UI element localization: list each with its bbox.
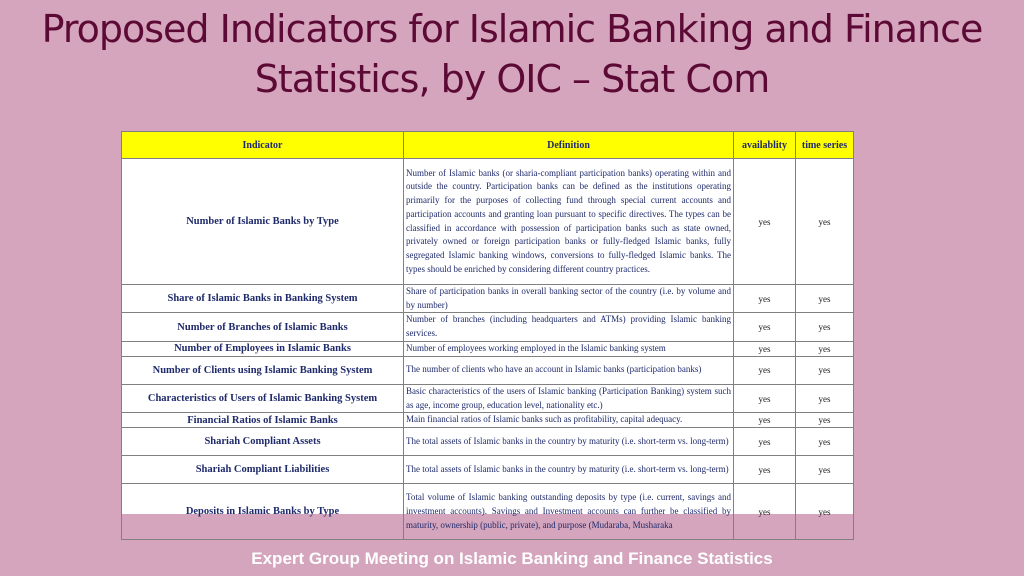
- row-indicator: Shariah Compliant Assets: [122, 428, 404, 456]
- row-indicator: Share of Islamic Banks in Banking System: [122, 285, 404, 313]
- header-indicator: Indicator: [122, 132, 404, 159]
- table-row: [122, 384, 854, 412]
- table-row: [122, 341, 854, 356]
- slide-title-line-1: Proposed Indicators for Islamic Banking and Finance: [41, 7, 983, 51]
- row-indicator: Characteristics of Users of Islamic Banking System: [122, 384, 404, 412]
- table-row: [122, 356, 854, 384]
- table-row: [122, 285, 854, 313]
- table-row: [122, 413, 854, 428]
- row-indicator: Number of Clients using Islamic Banking System: [122, 356, 404, 384]
- row-indicator: Financial Ratios of Islamic Banks: [122, 413, 404, 428]
- table-row: [122, 428, 854, 456]
- row-definition: Share of participation banks in overall banking sector of the country (i.e. by volume and by number): [404, 285, 734, 313]
- row-time-series: yes: [796, 356, 854, 384]
- row-availability: yes: [734, 384, 796, 412]
- row-indicator: Number of Branches of Islamic Banks: [122, 313, 404, 341]
- row-availability: yes: [734, 159, 796, 285]
- row-time-series: yes: [796, 313, 854, 341]
- row-availability: yes: [734, 285, 796, 313]
- indicators-table-image: [121, 131, 853, 530]
- row-time-series: yes: [796, 428, 854, 456]
- header-availability: availablity: [734, 132, 796, 159]
- row-definition: Total volume of Islamic banking outstanding deposits by type (i.e. current, savings and investment accounts). Savings and Investment accounts can further be classified by maturity, ownership (public, private), and purpose (Mudaraba, Musharaka: [404, 484, 734, 540]
- table-row: [122, 484, 854, 540]
- row-definition: Basic characteristics of the users of Islamic banking (Participation Banking) system such as age, income group, education level, nationality etc.): [404, 384, 734, 412]
- row-availability: yes: [734, 313, 796, 341]
- row-time-series: yes: [796, 384, 854, 412]
- row-time-series: yes: [796, 285, 854, 313]
- row-indicator: Number of Employees in Islamic Banks: [122, 341, 404, 356]
- row-availability: yes: [734, 356, 796, 384]
- table-row: [122, 313, 854, 341]
- row-indicator: Number of Islamic Banks by Type: [122, 159, 404, 285]
- row-indicator: Shariah Compliant Liabilities: [122, 456, 404, 484]
- row-availability: yes: [734, 413, 796, 428]
- row-definition: The total assets of Islamic banks in the country by maturity (i.e. short-term vs. long-term): [404, 428, 734, 456]
- row-availability: yes: [734, 428, 796, 456]
- row-time-series: yes: [796, 159, 854, 285]
- slide-title-line-2: Statistics, by OIC – Stat Com: [254, 57, 770, 101]
- row-time-series: yes: [796, 413, 854, 428]
- row-availability: yes: [734, 341, 796, 356]
- row-availability: yes: [734, 484, 796, 540]
- row-time-series: yes: [796, 484, 854, 540]
- row-definition: Main financial ratios of Islamic banks such as profitability, capital adequacy.: [404, 413, 734, 428]
- row-time-series: yes: [796, 341, 854, 356]
- table-row: [122, 159, 854, 285]
- indicators-table: [121, 131, 854, 540]
- row-time-series: yes: [796, 456, 854, 484]
- row-definition: Number of branches (including headquarters and ATMs) providing Islamic banking services.: [404, 313, 734, 341]
- header-definition: Definition: [404, 132, 734, 159]
- header-time-series: time series: [796, 132, 854, 159]
- row-definition: The total assets of Islamic banks in the country by maturity (i.e. short-term vs. long-term): [404, 456, 734, 484]
- row-availability: yes: [734, 456, 796, 484]
- slide-title: [0, 4, 1024, 104]
- table-row: [122, 456, 854, 484]
- footer-text: Expert Group Meeting on Islamic Banking and Finance Statistics: [251, 549, 773, 568]
- row-definition: The number of clients who have an account in Islamic banks (participation banks): [404, 356, 734, 384]
- row-definition: Number of employees working employed in the Islamic banking system: [404, 341, 734, 356]
- row-definition: Number of Islamic banks (or sharia-compliant participation banks) operating within and outside the country. Participation banks can be defined as the institutions operating primarily for the purposes of collecting fund through special current accounts and participation accounts and granting loan pursuant to specific directives. The types can be classified in accordance with possession of participation banks such as state owned, privately owned or foreign participation banks or fully-fledged Islamic banks, fully segregated Islamic banking windows, conversions to fully-fledged Islamic banks. The types should be enriched by considering different country practices.: [404, 159, 734, 285]
- row-indicator: Deposits in Islamic Banks by Type: [122, 484, 404, 540]
- table-header-row: [122, 132, 854, 159]
